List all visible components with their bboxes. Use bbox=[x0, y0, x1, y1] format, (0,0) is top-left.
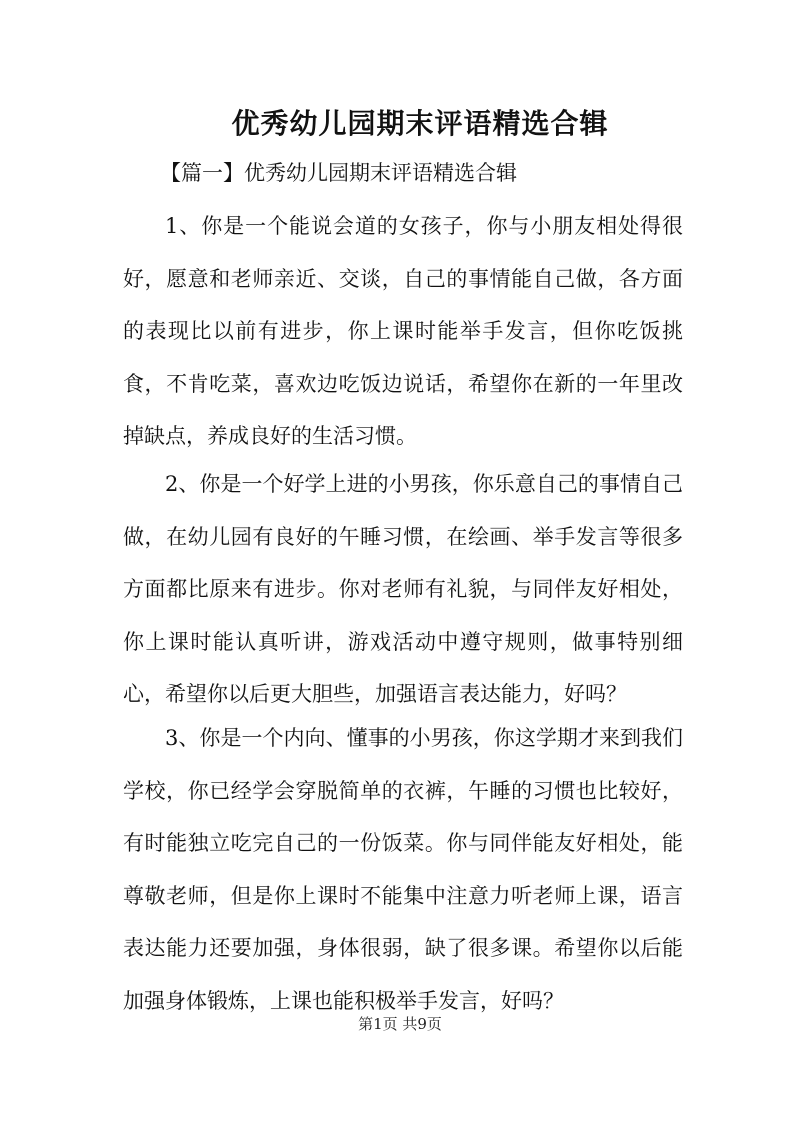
paragraph-2: 2、你是一个好学上进的小男孩，你乐意自己的事情自己做，在幼儿园有良好的午睡习惯，在绘画、举手发言等很多方面都比原来有进步。你对老师有礼貌，与同伴友好相处，你上课时能认真听讲，游戏活动中遵守规则，做事特别细心，希望你以后更大胆些，加强语言表达能力，好吗？ bbox=[123, 472, 683, 706]
page-number-label: 第1页 共9页 bbox=[358, 1015, 442, 1033]
paragraph-3: 3、你是一个内向、懂事的小男孩，你这学期才来到我们学校，你已经学会穿脱简单的衣裤，午睡的习惯也比较好，有时能独立吃完自己的一份饭菜。你与同伴能友好相处，能尊敬老师，但是你上课时不能集中注意力听老师上课，语言表达能力还要加强，身体很弱，缺了很多课。希望你以后能加强身体锻炼，上课也能积极举手发言，好吗？ bbox=[123, 726, 683, 1013]
section-heading: 【篇一】优秀幼儿园期末评语精选合辑 bbox=[160, 161, 517, 185]
paragraph-1: 1、你是一个能说会道的女孩子，你与小朋友相处得很好，愿意和老师亲近、交谈，自己的事情能自己做，各方面的表现比以前有进步，你上课时能举手发言，但你吃饭挑食，不肯吃菜，喜欢边吃饭边说话，希望你在新的一年里改掉缺点，养成良好的生活习惯。 bbox=[123, 214, 683, 448]
page-footer bbox=[0, 1014, 800, 1034]
document-title: 优秀幼儿园期末评语精选合辑 bbox=[231, 107, 609, 140]
